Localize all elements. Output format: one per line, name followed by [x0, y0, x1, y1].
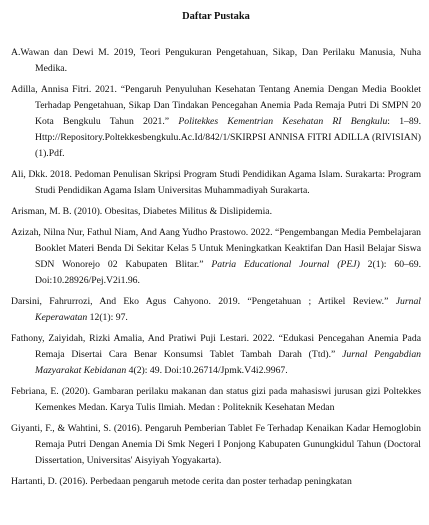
reference-text: Febriana, E. (2020). Gambaran perilaku makanan dan status gizi pada mahasiswi jurusan gizi Poltekkes Kemenkes Medan. Karya Tulis Ilmiah. Medan : Politeknik Kesehatan Medan: [11, 386, 421, 413]
page-title: Daftar Pustaka: [182, 11, 250, 22]
reference-text: Ali, Dkk. 2018. Pedoman Penulisan Skripsi Program Studi Pendidikan Agama Islam. Surakarta: Program Studi Pendidikan Agama Islam Universitas Muhammadiyah Surakarta.: [11, 169, 421, 196]
reference-details: 12(1): 97.: [87, 312, 128, 323]
reference-journal: Patria Educational Journal (PEJ): [211, 259, 360, 270]
reference-text: Azizah, Nilna Nur, Fathul Niam, And Aang Yudho Prastowo. 2022. “Pengembangan Media Pembelajaran Booklet Materi Benda Di Sekitar Kelas 5 Untuk Meningkatkan Keaktifan Dan Hasil Belajar Siswa SDN Wonorejo 02 Kabupaten Blitar.”: [11, 227, 421, 270]
reference-details: 4(2): 49. Doi:10.26714/Jpmk.V4i2.9967.: [126, 365, 288, 376]
reference-item: [11, 384, 421, 416]
reference-text: Hartanti, D. (2016). Perbedaan pengaruh metode cerita dan poster terhadap peningkatan: [11, 476, 352, 487]
reference-item: [11, 204, 421, 220]
reference-text: Adilla, Annisa Fitri. 2021. “Pengaruh Penyuluhan Kesehatan Tentang Anemia Dengan Media Booklet Terhadap Pengetahuan, Sikap Dan Tindakan Pencegahan Anemia Pada Remaja Putri Di SMPN 20 Kota Bengkulu Tahun 2021.”: [11, 84, 421, 127]
reference-item: [11, 294, 421, 326]
reference-item: [11, 82, 421, 162]
reference-details: 2(1): 60–69. Doi:10.28926/Pej.V2i1.96.: [35, 259, 421, 286]
reference-item: [11, 474, 421, 490]
reference-text: A.Wawan dan Dewi M. 2019, Teori Pengukuran Pengetahuan, Sikap, Dan Perilaku Manusia, Nuha Medika.: [11, 47, 421, 74]
reference-item: [11, 167, 421, 199]
reference-list: [11, 45, 421, 490]
reference-journal: Jurnal Pengabdian Mazyarakat Kebidanan: [35, 349, 422, 376]
reference-journal: Jurnal Keperawatan: [35, 296, 421, 323]
reference-journal: Politekkes Kementrian Kesehatan RI Bengkulu: [178, 116, 388, 127]
reference-item: [11, 225, 421, 289]
reference-item: [11, 331, 421, 379]
reference-item: [11, 421, 421, 469]
reference-text: Arisman, M. B. (2010). Obesitas, Diabetes Militus & Dislipidemia.: [11, 206, 272, 217]
reference-text: Giyanti, F., & Wahtini, S. (2016). Pengaruh Pemberian Tablet Fe Terhadap Kenaikan Kadar Hemoglobin Remaja Putri Dengan Anemia Di Smk Negeri I Ponjong Kabupaten Gunungkidul Tahun (Doctoral Dissertation, Universitas' Aisyiyah Yogyakarta).: [11, 423, 421, 466]
reference-details: : 1–89. Http://Repository.Poltekkesbengkulu.Ac.Id/842/1/SKIRPSI ANNISA FITRI ADILLA (RIVISIAN)(1).Pdf.: [35, 116, 421, 159]
reference-text: Darsini, Fahrurrozi, And Eko Agus Cahyono. 2019. “Pengetahuan ; Artikel Review.”: [11, 296, 396, 307]
reference-item: [11, 45, 421, 77]
reference-text: Fathony, Zaiyidah, Rizki Amalia, And Pratiwi Puji Lestari. 2022. “Edukasi Pencegahan Anemia Pada Remaja Disertai Cara Benar Konsumsi Tablet Tambah Darah (Ttd).”: [11, 333, 421, 360]
